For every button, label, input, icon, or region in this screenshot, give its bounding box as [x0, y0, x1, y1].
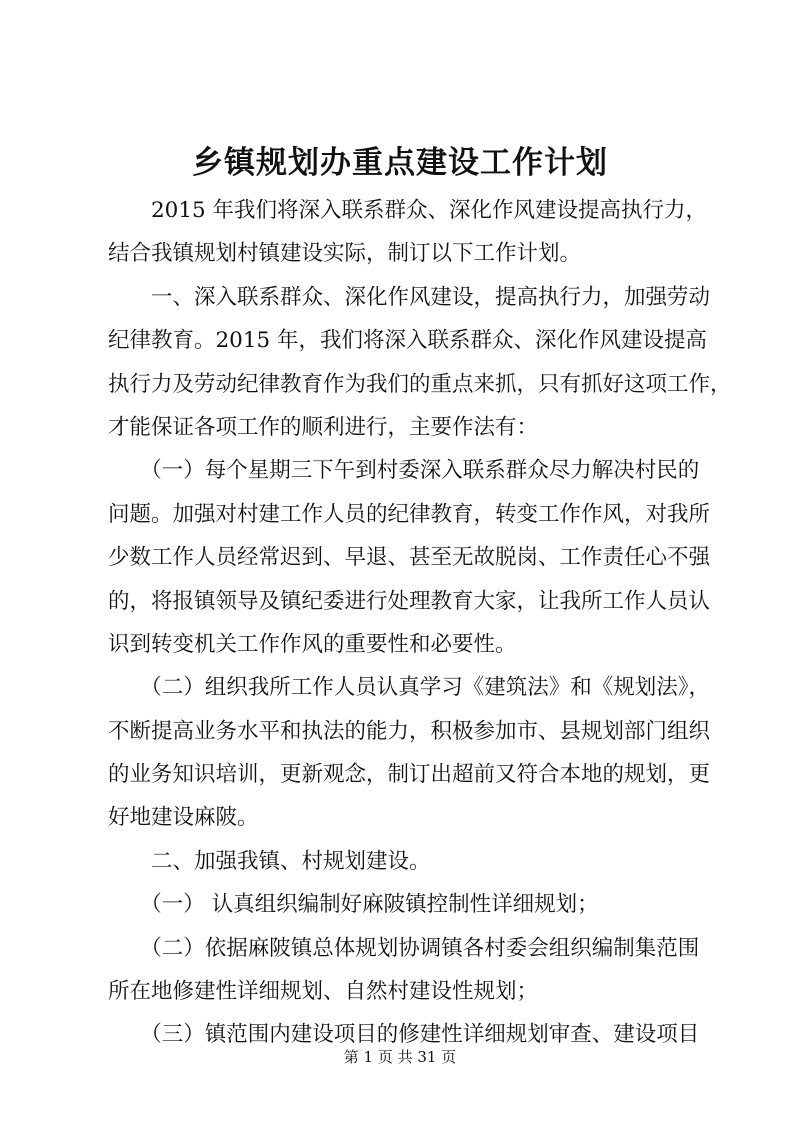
- text-line: 2015 年我们将深入联系群众、深化作风建设提高执行力，: [108, 198, 708, 223]
- document-body: [108, 189, 732, 1057]
- text-line: （一）每个星期三下午到村委深入联系群众尽力解决村民的: [108, 458, 700, 484]
- document-title: 乡镇规划办重点建设工作计划: [192, 145, 608, 181]
- text-line: 不断提高业务水平和执法的能力，积极参加市、县规划部门组织: [108, 718, 711, 744]
- text-line: （二）组织我所工作人员认真学习《建筑法》和《规划法》，: [108, 675, 711, 701]
- text-line: 结合我镇规划村镇建设实际，制订以下工作计划。: [108, 241, 582, 267]
- text-line: 执行力及劳动纪律教育作为我们的重点来抓，只有抓好这项工作，: [108, 371, 732, 397]
- text-line: 一、深入联系群众、深化作风建设，提高执行力，加强劳动: [108, 284, 711, 310]
- text-line: 识到转变机关工作作风的重要性和必要性。: [108, 631, 517, 657]
- text-line: 好地建设麻陂。: [108, 805, 259, 831]
- text-line: 所在地修建性详细规划、自然村建设性规划；: [108, 979, 539, 1005]
- text-line: 少数工作人员经常迟到、早退、甚至无故脱岗、工作责任心不强: [108, 545, 711, 571]
- text-line: 问题。加强对村建工作人员的纪律教育，转变工作作风，对我所: [108, 501, 711, 527]
- text-line: 才能保证各项工作的顺利进行，主要作法有：: [108, 414, 539, 440]
- text-line: （一） 认真组织编制好麻陂镇控制性详细规划；: [108, 892, 599, 918]
- page-footer: 第 1 页 共 31 页: [343, 1048, 457, 1066]
- text-line: （三）镇范围内建设项目的修建性详细规划审查、建设项目: [108, 1022, 700, 1048]
- text-line: 的业务知识培训，更新观念，制订出超前又符合本地的规划，更: [108, 762, 711, 788]
- text-line: 二、加强我镇、村规划建设。: [108, 848, 431, 874]
- text-line: 的，将报镇领导及镇纪委进行处理教育大家，让我所工作人员认: [108, 588, 711, 614]
- text-line: （二）依据麻陂镇总体规划协调镇各村委会组织编制集范围: [108, 935, 700, 961]
- text-line: 纪律教育。2015 年，我们将深入联系群众、深化作风建设提高: [108, 328, 708, 354]
